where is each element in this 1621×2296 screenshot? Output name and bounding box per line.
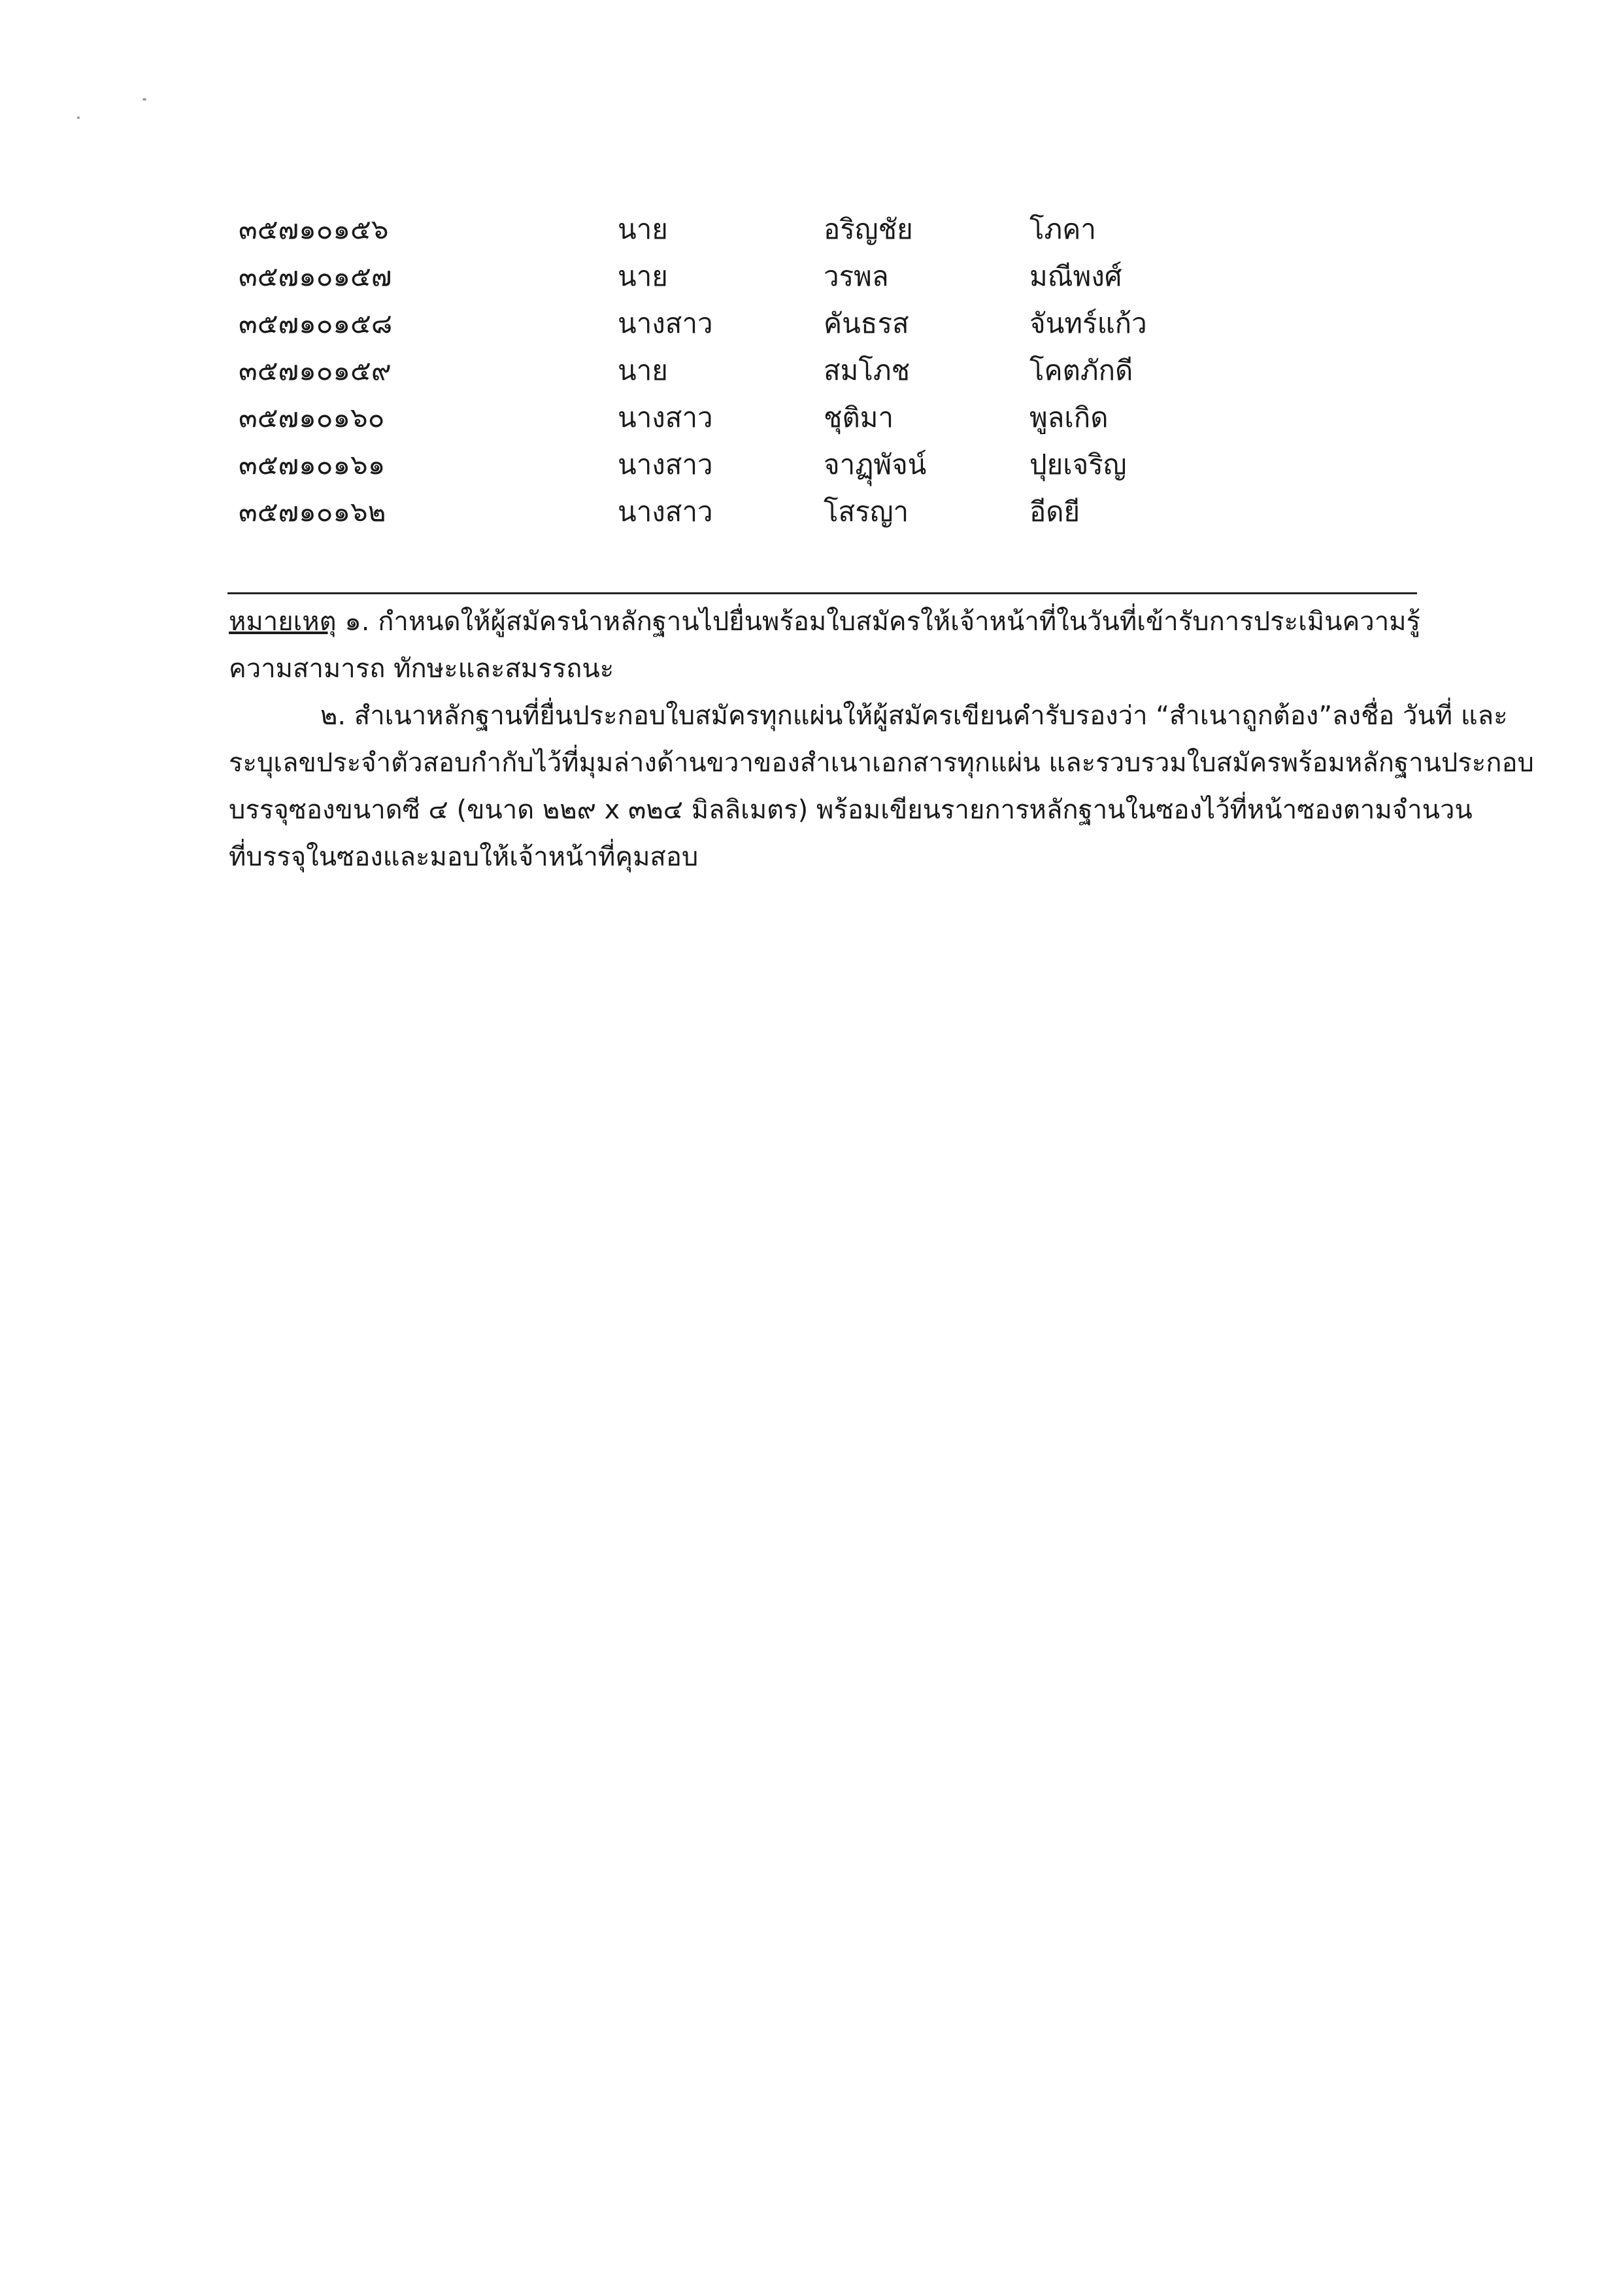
candidate-last-name: ปุยเจริญ <box>1029 448 1127 481</box>
candidate-id: ๓๕๗๑๐๑๕๙ <box>239 354 392 386</box>
remark-2-line-3: บรรจุซองขนาดซี ๔ (ขนาด ๒๒๙ x ๓๒๔ มิลลิเมตร) พร้อมเขียนรายการหลักฐานในซองไว้ที่หน้าซองตามจำนวน <box>229 795 1473 825</box>
candidate-row <box>239 347 1219 394</box>
candidate-last-name: จันทร์แก้ว <box>1029 307 1147 339</box>
candidate-prefix: นางสาว <box>618 448 713 481</box>
candidate-list <box>239 206 1219 535</box>
candidate-row <box>239 300 1219 347</box>
candidate-last-name: โคตภักดี <box>1029 354 1133 386</box>
candidate-id: ๓๕๗๑๐๑๖๑ <box>239 448 386 481</box>
separator-line <box>227 592 1417 594</box>
candidate-first-name: คันธรส <box>824 307 909 339</box>
candidate-prefix: นาย <box>618 213 668 245</box>
candidate-prefix: นางสาว <box>618 496 713 528</box>
remark-2-line-2: ระบุเลขประจำตัวสอบกำกับไว้ที่มุมล่างด้านขวาของสำเนาเอกสารทุกแผ่น และรวบรวมใบสมัครพร้อมหลักฐานประกอบ <box>229 748 1534 778</box>
candidate-last-name: พูลเกิด <box>1029 401 1109 433</box>
candidate-last-name: อีดยี <box>1029 496 1080 528</box>
candidate-row <box>239 441 1219 488</box>
remarks-label: หมายเหตุ <box>229 607 337 637</box>
candidate-prefix: นางสาว <box>618 307 713 339</box>
candidate-row <box>239 206 1219 253</box>
candidate-first-name: โสรญา <box>824 496 909 528</box>
candidate-prefix: นางสาว <box>618 401 713 433</box>
remark-1-line-1 <box>229 598 1471 645</box>
candidate-row <box>239 253 1219 300</box>
scan-speck <box>142 98 146 101</box>
remark-1-line-2: ความสามารถ ทักษะและสมรรถนะ <box>229 654 614 684</box>
candidate-prefix: นาย <box>618 354 668 386</box>
remark-2-line-1: ๒. สำเนาหลักฐานที่ยื่นประกอบใบสมัครทุกแผ่นให้ผู้สมัครเขียนคำรับรองว่า “สำเนาถูกต้อง”ลงชื่อ วันที่ และ <box>320 701 1508 731</box>
candidate-first-name: สมโภช <box>824 354 911 386</box>
candidate-prefix: นาย <box>618 260 668 292</box>
candidate-first-name: วรพล <box>824 260 889 292</box>
remark-1-text: ๑. กำหนดให้ผู้สมัครนำหลักฐานไปยื่นพร้อมใบสมัครให้เจ้าหน้าที่ในวันที่เข้ารับการประเมินความรู้ <box>336 607 1421 637</box>
candidate-id: ๓๕๗๑๐๑๕๗ <box>239 260 392 292</box>
remark-2-line-4: ที่บรรจุในซองและมอบให้เจ้าหน้าที่คุมสอบ <box>229 842 699 872</box>
scan-speck <box>77 116 80 119</box>
candidate-id: ๓๕๗๑๐๑๖๐ <box>239 401 385 433</box>
candidate-id: ๓๕๗๑๐๑๕๖ <box>239 213 389 245</box>
candidate-row <box>239 394 1219 441</box>
candidate-id: ๓๕๗๑๐๑๖๒ <box>239 496 386 528</box>
candidate-first-name: ชุติมา <box>824 401 894 433</box>
candidate-last-name: โภคา <box>1029 213 1096 245</box>
candidate-id: ๓๕๗๑๐๑๕๘ <box>239 307 393 339</box>
candidate-first-name: อริญชัย <box>824 213 913 245</box>
candidate-first-name: จาฏุพัจน์ <box>824 448 927 481</box>
remarks-section <box>229 598 1534 881</box>
candidate-last-name: มณีพงศ์ <box>1029 260 1122 292</box>
candidate-row <box>239 488 1219 535</box>
